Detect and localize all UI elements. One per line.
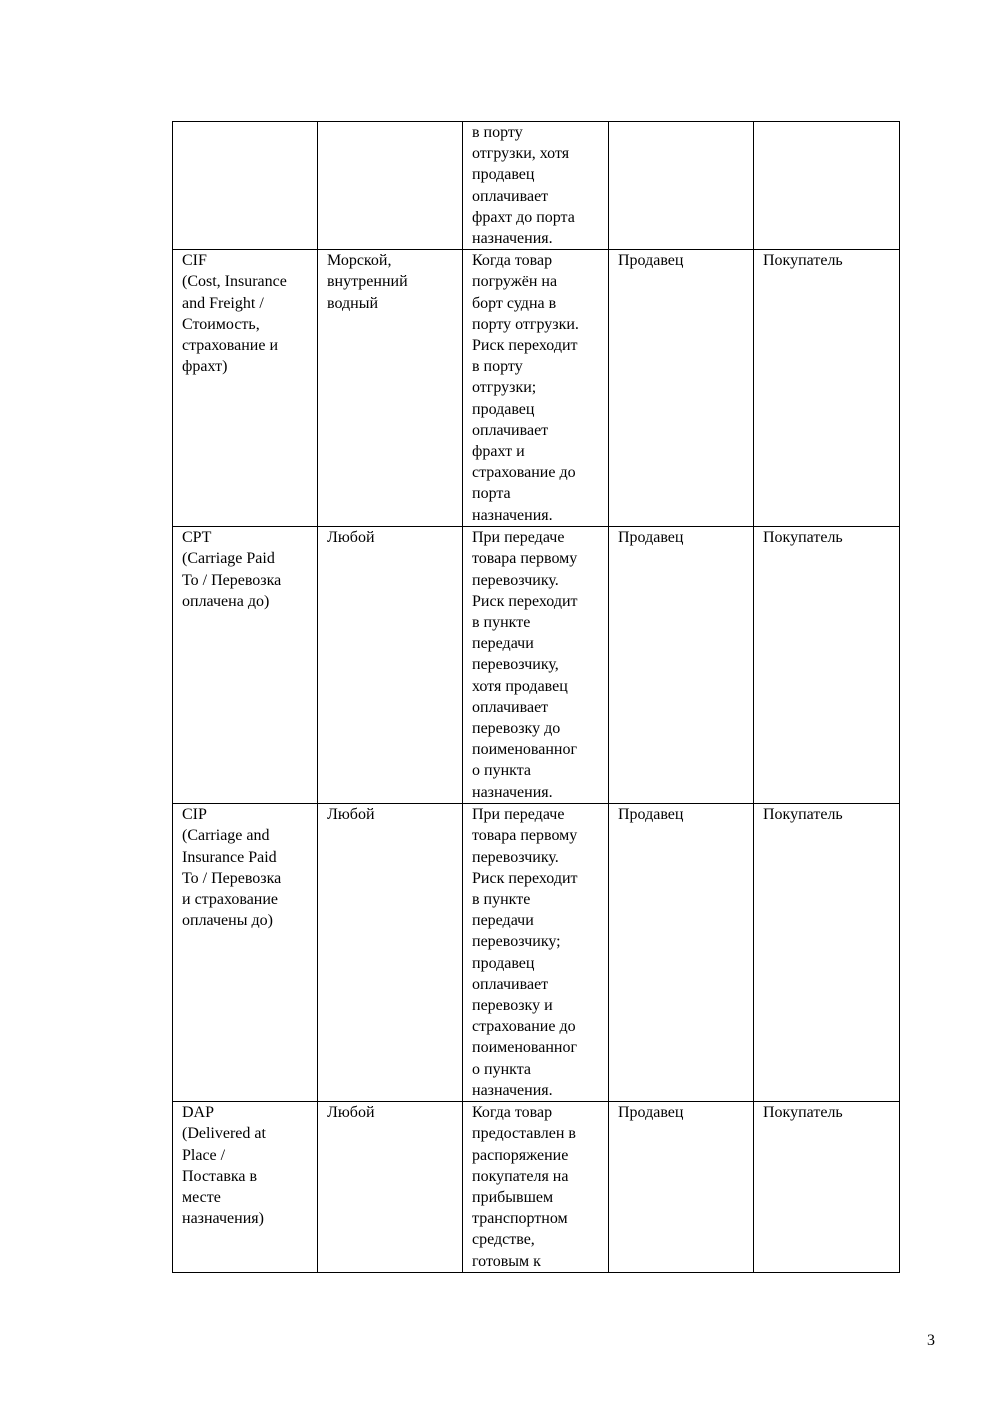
transport-cell <box>318 122 463 250</box>
risk-transfer-cell: Когда товар предоставлен в распоряжение покупателя на прибывшем транспортном средстве, готовым к <box>463 1102 609 1273</box>
table-row <box>173 250 900 527</box>
transport-cell: Морской, внутренний водный <box>318 250 463 527</box>
costs-cell: Продавец <box>609 527 754 804</box>
table-row <box>173 804 900 1102</box>
term-cell: DAP (Delivered at Place / Поставка в месте назначения) <box>173 1102 318 1273</box>
transport-cell: Любой <box>318 527 463 804</box>
risk-transfer-cell: Когда товар погружён на борт судна в порту отгрузки. Риск переходит в порту отгрузки; продавец оплачивает фрахт и страхование до порта назначения. <box>463 250 609 527</box>
costs-cell: Продавец <box>609 250 754 527</box>
term-cell: CIP (Carriage and Insurance Paid To / Перевозка и страхование оплачены до) <box>173 804 318 1102</box>
customs-cell: Покупатель <box>754 527 900 804</box>
incoterms-table <box>172 121 900 1273</box>
table-row <box>173 527 900 804</box>
customs-cell: Покупатель <box>754 1102 900 1273</box>
customs-cell: Покупатель <box>754 250 900 527</box>
term-cell: CPT (Carriage Paid To / Перевозка оплачена до) <box>173 527 318 804</box>
risk-transfer-cell: При передаче товара первому перевозчику. Риск переходит в пункте передачи перевозчику; продавец оплачивает перевозку и страхование до поименованног о пункта назначения. <box>463 804 609 1102</box>
costs-cell: Продавец <box>609 1102 754 1273</box>
term-cell: CIF (Cost, Insurance and Freight / Стоимость, страхование и фрахт) <box>173 250 318 527</box>
customs-cell <box>754 122 900 250</box>
costs-cell <box>609 122 754 250</box>
risk-transfer-cell: в порту отгрузки, хотя продавец оплачивает фрахт до порта назначения. <box>463 122 609 250</box>
transport-cell: Любой <box>318 1102 463 1273</box>
transport-cell: Любой <box>318 804 463 1102</box>
risk-transfer-cell: При передаче товара первому перевозчику. Риск переходит в пункте передачи перевозчику, хотя продавец оплачивает перевозку до поименованног о пункта назначения. <box>463 527 609 804</box>
table-row <box>173 1102 900 1273</box>
customs-cell: Покупатель <box>754 804 900 1102</box>
table-row <box>173 122 900 250</box>
term-cell <box>173 122 318 250</box>
page-number: 3 <box>927 1332 935 1349</box>
costs-cell: Продавец <box>609 804 754 1102</box>
